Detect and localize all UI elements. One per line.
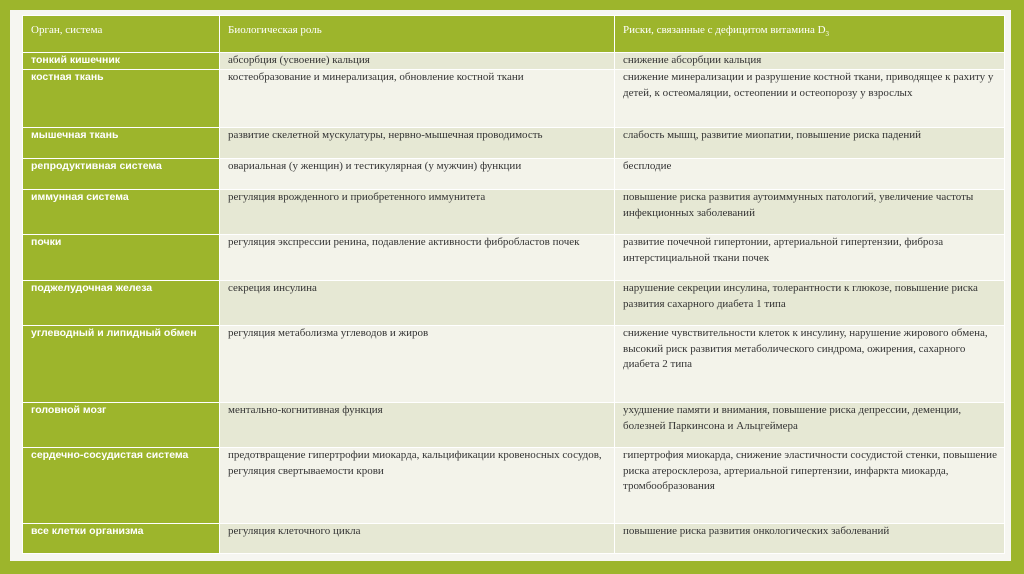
header-row	[23, 16, 1005, 53]
role-cell: овариальная (у женщин) и тестикулярная (у мужчин) функции	[220, 159, 615, 190]
role-cell: секреция инсулина	[220, 281, 615, 326]
organ-cell: костная ткань	[23, 70, 220, 128]
table-row	[23, 403, 1005, 448]
risk-cell: бесплодие	[615, 159, 1005, 190]
table-row	[23, 448, 1005, 524]
risk-cell: ухудшение памяти и внимания, повышение риска депрессии, деменции, болезней Паркинсона и Альцгеймера	[615, 403, 1005, 448]
role-cell: костеобразование и минерализация, обновление костной ткани	[220, 70, 615, 128]
top-border	[0, 0, 1024, 10]
table-row	[23, 326, 1005, 403]
risk-cell: снижение минерализации и разрушение костной ткани, приводящее к рахиту у детей, к остеомаляции, остеопении и остеопорозу у взрослых	[615, 70, 1005, 128]
risk-cell: повышение риска развития аутоиммунных патологий, увеличение частоты инфекционных заболеваний	[615, 190, 1005, 235]
left-border	[0, 0, 10, 574]
header-risk-subscript: 3	[825, 30, 830, 39]
table-row	[23, 524, 1005, 554]
risk-cell: снижение абсорбции кальция	[615, 53, 1005, 70]
header-risk	[615, 16, 1005, 53]
organ-cell: тонкий кишечник	[23, 53, 220, 70]
role-cell: регуляция врожденного и приобретенного иммунитета	[220, 190, 615, 235]
risk-cell: развитие почечной гипертонии, артериальной гипертензии, фиброза интерстициальной ткани почек	[615, 235, 1005, 281]
risk-cell: слабость мышц, развитие миопатии, повышение риска падений	[615, 128, 1005, 159]
bottom-border	[0, 561, 1024, 574]
role-cell: абсорбция (усвоение) кальция	[220, 53, 615, 70]
role-cell: ментально-когнитивная функция	[220, 403, 615, 448]
table-row	[23, 281, 1005, 326]
role-cell: регуляция клеточного цикла	[220, 524, 615, 554]
table-row	[23, 53, 1005, 70]
role-cell: развитие скелетной мускулатуры, нервно-мышечная проводимость	[220, 128, 615, 159]
risk-cell: повышение риска развития онкологических заболеваний	[615, 524, 1005, 554]
table-row	[23, 128, 1005, 159]
role-cell: регуляция метаболизма углеводов и жиров	[220, 326, 615, 403]
organ-cell: углеводный и липидный обмен	[23, 326, 220, 403]
header-role: Биологическая роль	[220, 16, 615, 53]
organ-cell: все клетки организма	[23, 524, 220, 554]
right-border	[1011, 0, 1024, 574]
role-cell: предотвращение гипертрофии миокарда, кальцификации кровеносных сосудов, регуляция свертываемости крови	[220, 448, 615, 524]
table-row	[23, 235, 1005, 281]
organ-cell: репродуктивная система	[23, 159, 220, 190]
table-row	[23, 190, 1005, 235]
organ-cell: сердечно-сосудистая система	[23, 448, 220, 524]
role-cell: регуляция экспрессии ренина, подавление активности фибробластов почек	[220, 235, 615, 281]
organ-cell: головной мозг	[23, 403, 220, 448]
organ-cell: поджелудочная железа	[23, 281, 220, 326]
header-risk-text: Риски, связанные с дефицитом витамина D	[623, 24, 826, 36]
vitamin-d-table	[22, 15, 1005, 554]
header-organ: Орган, система	[23, 16, 220, 53]
risk-cell: снижение чувствительности клеток к инсулину, нарушение жирового обмена, высокий риск развития метаболического синдрома, ожирения, сахарного диабета 2 типа	[615, 326, 1005, 403]
organ-cell: почки	[23, 235, 220, 281]
risk-cell: гипертрофия миокарда, снижение эластичности сосудистой стенки, повышение риска атеросклероза, артериальной гипертензии, инфаркта миокарда, тромбообразования	[615, 448, 1005, 524]
table-row	[23, 70, 1005, 128]
risk-cell: нарушение секреции инсулина, толерантности к глюкозе, повышение риска развития сахарного диабета 1 типа	[615, 281, 1005, 326]
table-row	[23, 159, 1005, 190]
organ-cell: мышечная ткань	[23, 128, 220, 159]
organ-cell: иммунная система	[23, 190, 220, 235]
